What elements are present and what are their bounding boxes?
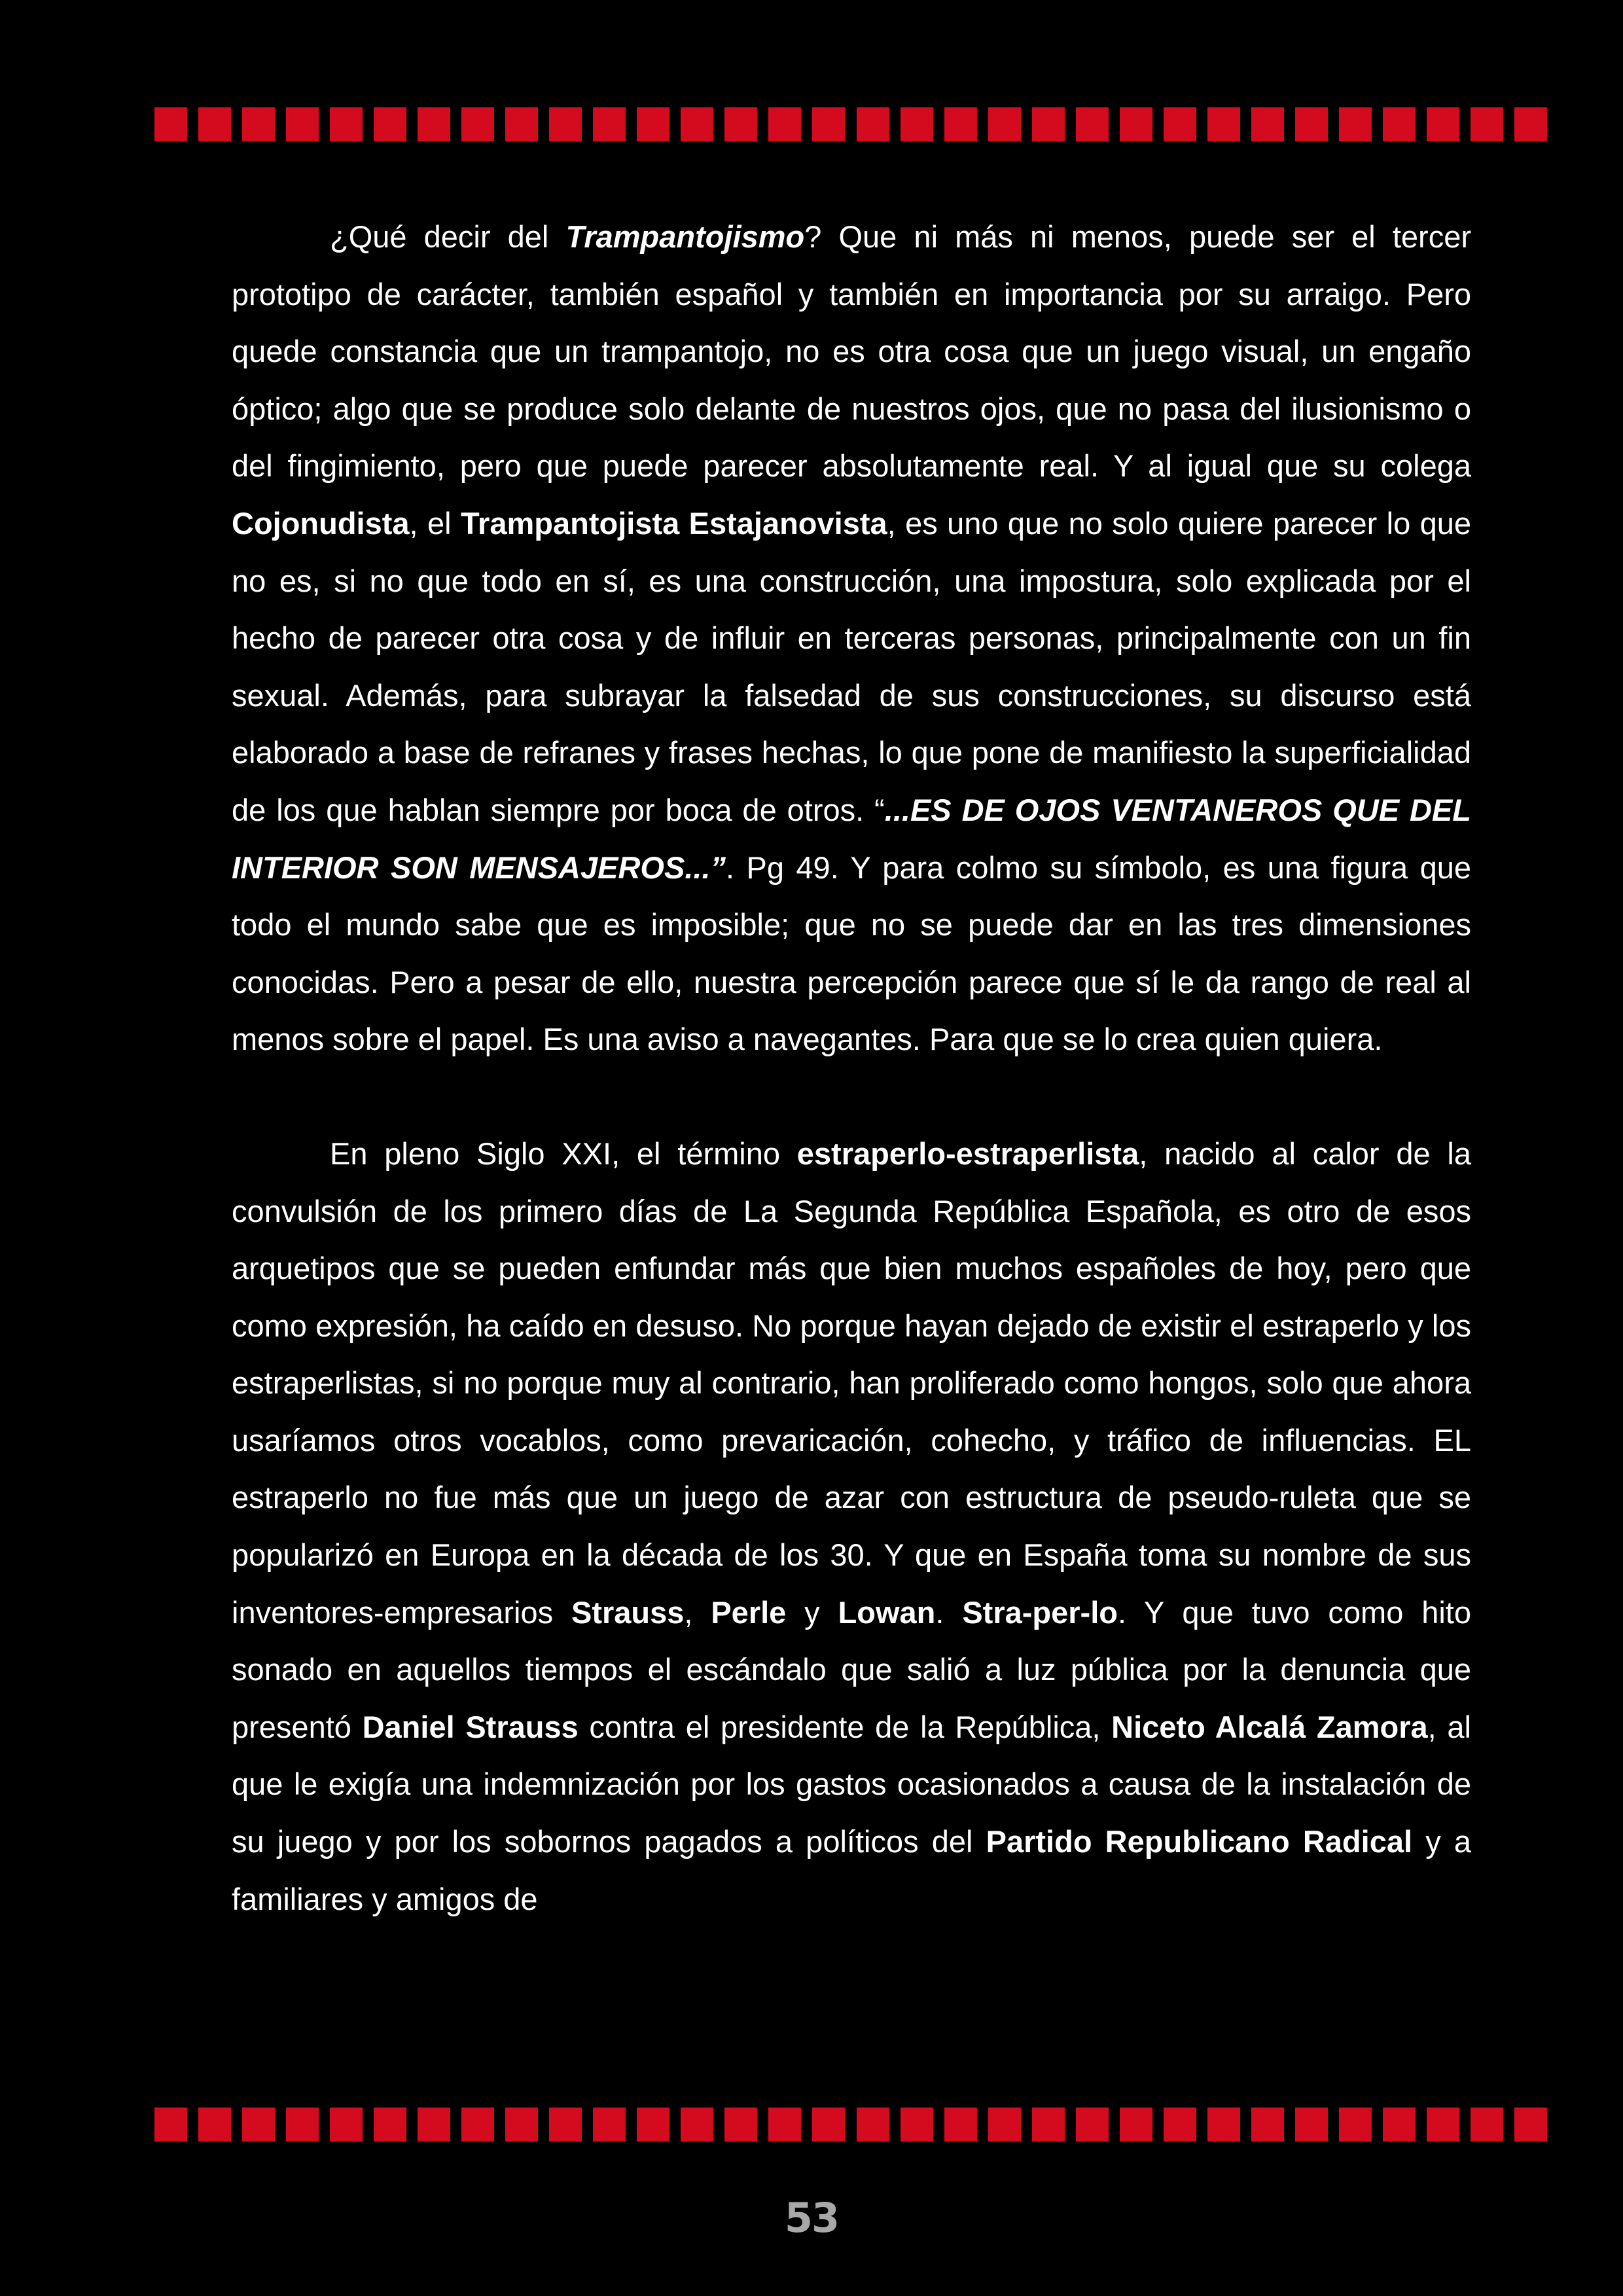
band-square — [1339, 2108, 1372, 2142]
band-square — [198, 2108, 231, 2142]
band-square — [1120, 2108, 1152, 2142]
name-daniel-strauss: Daniel Strauss — [362, 1709, 579, 1744]
band-square — [1514, 2108, 1547, 2142]
band-square — [418, 2108, 450, 2142]
band-square — [1032, 2108, 1065, 2142]
band-square — [505, 107, 538, 141]
band-square — [988, 107, 1021, 141]
band-square — [418, 107, 450, 141]
band-square — [549, 2108, 582, 2142]
name-strauss: Strauss — [571, 1594, 685, 1630]
band-square — [1295, 2108, 1328, 2142]
band-square — [857, 2108, 889, 2142]
band-square — [944, 2108, 977, 2142]
name-perle: Perle — [711, 1594, 787, 1630]
band-square — [330, 107, 363, 141]
band-square — [812, 2108, 845, 2142]
term-trampantojista-estajanovista: Trampantojista Estajanovista — [460, 505, 887, 541]
term-trampantojismo: Trampantojismo — [565, 219, 805, 254]
band-square — [461, 2108, 494, 2142]
band-square — [505, 2108, 538, 2142]
band-square — [374, 107, 406, 141]
band-square — [857, 107, 889, 141]
band-square — [1383, 2108, 1416, 2142]
band-square — [637, 2108, 669, 2142]
band-square — [1076, 107, 1109, 141]
band-square — [1514, 107, 1547, 141]
name-partido-republicano-radical: Partido Republicano Radical — [986, 1824, 1413, 1859]
band-square — [1251, 107, 1284, 141]
band-square — [461, 107, 494, 141]
band-square — [549, 107, 582, 141]
band-square — [681, 107, 713, 141]
band-square — [768, 107, 801, 141]
body-text — [232, 208, 1471, 1928]
band-square — [1076, 2108, 1109, 2142]
band-square — [901, 107, 933, 141]
band-square — [724, 107, 757, 141]
band-square — [286, 2108, 319, 2142]
band-square — [944, 107, 977, 141]
band-square — [724, 2108, 757, 2142]
band-square — [242, 2108, 275, 2142]
band-square — [198, 107, 231, 141]
band-square — [1427, 2108, 1459, 2142]
band-square — [593, 107, 626, 141]
quotation: ...ES DE OJOS VENTANEROS QUE DEL INTERIOR SON MENSAJEROS...” — [232, 792, 1471, 885]
band-square — [1120, 107, 1152, 141]
band-square — [593, 2108, 626, 2142]
band-square — [1339, 107, 1372, 141]
term-estraperlo: estraperlo-estraperlista — [796, 1136, 1139, 1171]
top-decorative-band — [154, 107, 1547, 141]
band-square — [286, 107, 319, 141]
band-square — [1383, 107, 1416, 141]
band-square — [1032, 107, 1065, 141]
band-square — [1251, 2108, 1284, 2142]
band-square — [901, 2108, 933, 2142]
band-square — [1471, 2108, 1503, 2142]
band-square — [154, 2108, 187, 2142]
paragraph-estraperlo: En pleno Siglo XXI, el término estraperlo-estraperlista, nacido al calor de la convulsión de los primero días de La Segunda República Española, es otro de esos arquetipos que se pueden enfundar más que bien muchos españoles de hoy, pero que como expresión, ha caído en desuso. No porque hayan dejado de existir el estraperlo y los estraperlistas, si no porque muy al contrario, han proliferado como hongos, solo que ahora usaríamos otros vocablos, como prevaricación, cohecho, y tráfico de influencias. EL estraperlo no fue más que un juego de azar con estructura de pseudo-ruleta que se popularizó en Europa en la década de los 30. Y que en España toma su nombre de sus inventores-empresarios Strauss, Perle y Lowan. Stra-per-lo. Y que tuvo como hito sonado en aquellos tiempos el escándalo que salió a luz pública por la denuncia que presentó Daniel Strauss contra el presidente de la República, Niceto Alcalá Zamora, al que le exigía una indemnización por los gastos ocasionados a causa de la instalación de su juego y por los sobornos pagados a políticos del Partido Republicano Radical y a familiares y amigos de — [232, 1136, 1471, 1916]
name-lowan: Lowan — [838, 1594, 936, 1630]
band-square — [1164, 107, 1196, 141]
page-number: 53 — [784, 2194, 839, 2242]
band-square — [242, 107, 275, 141]
band-square — [1295, 107, 1328, 141]
band-square — [1207, 107, 1240, 141]
band-square — [768, 2108, 801, 2142]
band-square — [1207, 2108, 1240, 2142]
band-square — [681, 2108, 713, 2142]
term-cojonudista: Cojonudista — [232, 505, 410, 541]
bottom-decorative-band — [154, 2108, 1547, 2142]
band-square — [988, 2108, 1021, 2142]
band-square — [1427, 107, 1459, 141]
band-square — [1471, 107, 1503, 141]
band-square — [374, 2108, 406, 2142]
band-square — [812, 107, 845, 141]
band-square — [637, 107, 669, 141]
paragraph-trampantojismo: ¿Qué decir del Trampantojismo? Que ni más ni menos, puede ser el tercer prototipo de carácter, también español y también en importancia por su arraigo. Pero quede constancia que un trampantojo, no es otra cosa que un juego visual, un engaño óptico; algo que se produce solo delante de nuestros ojos, que no pasa del ilusionismo o del fingimiento, pero que puede parecer absolutamente real. Y al igual que su colega Cojonudista, el Trampantojista Estajanovista, es uno que no solo quiere parecer lo que no es, si no que todo en sí, es una construcción, una impostura, solo explicada por el hecho de parecer otra cosa y de influir en terceras personas, principalmente con un fin sexual. Además, para subrayar la falsedad de sus construcciones, su discurso está elaborado a base de refranes y frases hechas, lo que pone de manifiesto la superficialidad de los que hablan siempre por boca de otros. “...ES DE OJOS VENTANEROS QUE DEL INTERIOR SON MENSAJEROS...”. Pg 49. Y para colmo su símbolo, es una figura que todo el mundo sabe que es imposible; que no se puede dar en las tres dimensiones conocidas. Pero a pesar de ello, nuestra percepción parece que sí le da rango de real al menos sobre el papel. Es una aviso a navegantes. Para que se lo crea quien quiera. — [232, 219, 1472, 1057]
band-square — [330, 2108, 363, 2142]
band-square — [1164, 2108, 1196, 2142]
term-stra-per-lo: Stra-per-lo — [962, 1594, 1118, 1630]
band-square — [154, 107, 187, 141]
name-niceto-alcala-zamora: Niceto Alcalá Zamora — [1111, 1709, 1428, 1744]
